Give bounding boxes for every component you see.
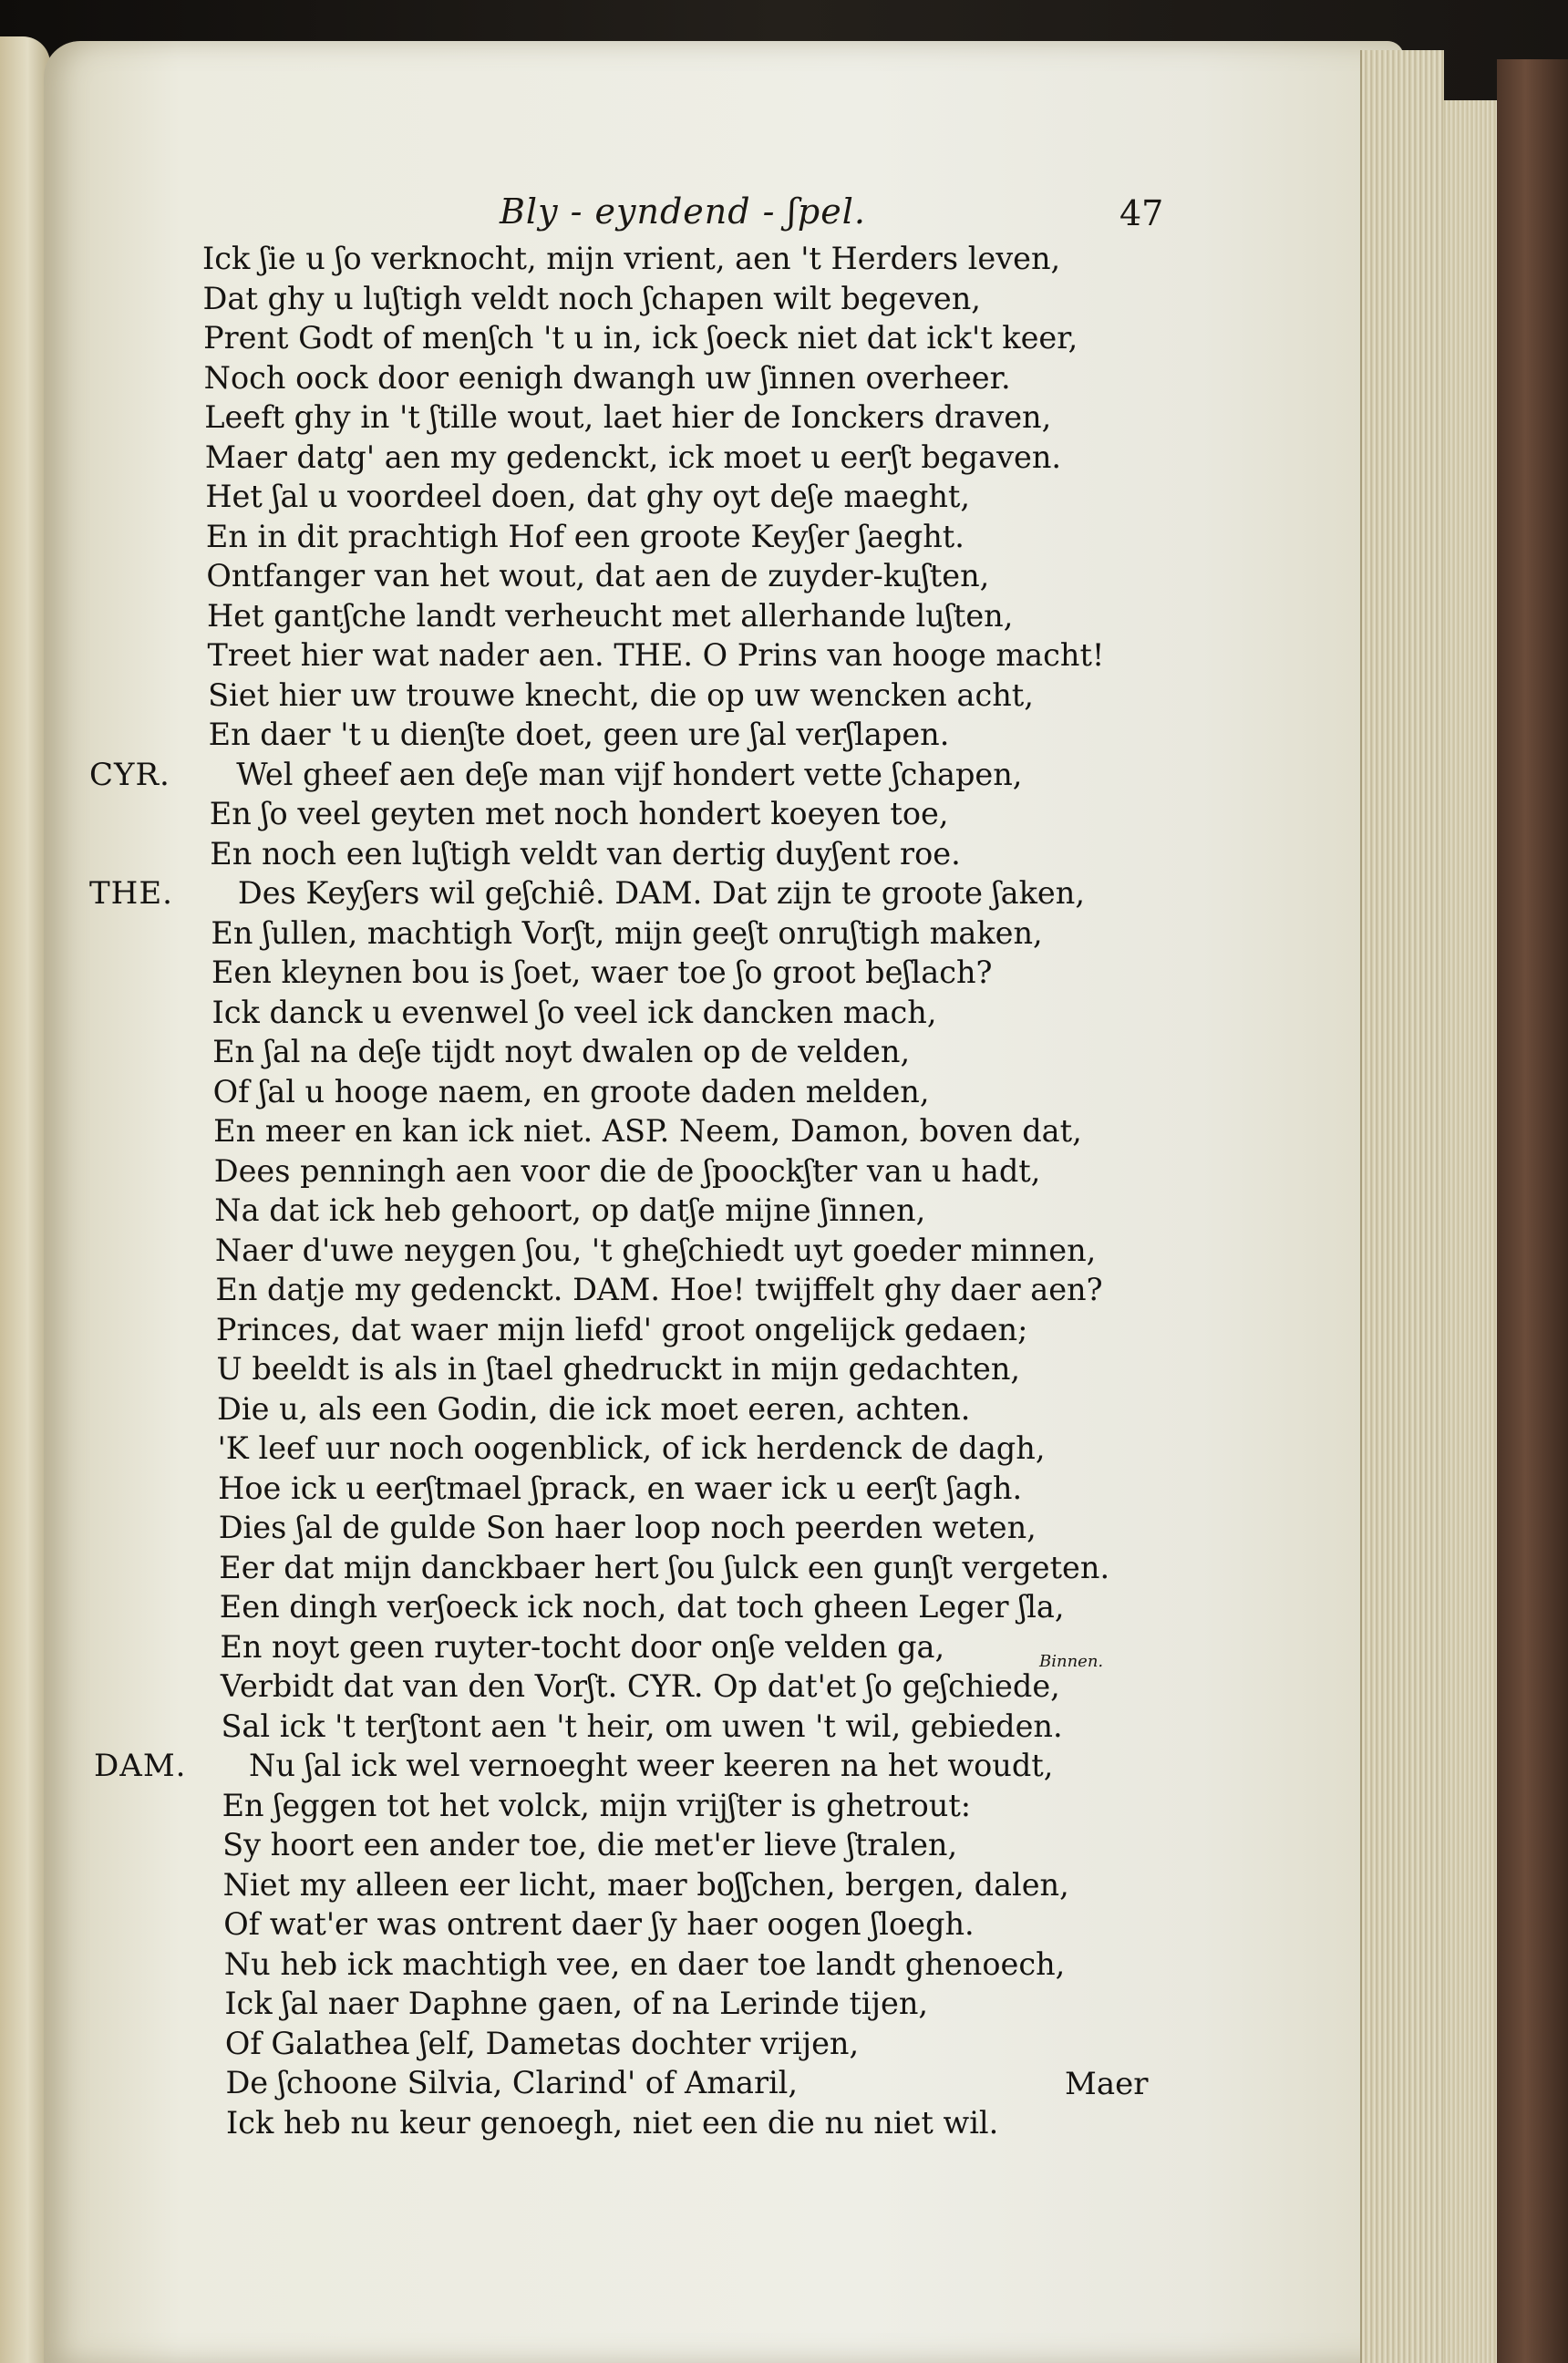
verse-text: Treet hier wat nader aen. THE. O Prins van hooge macht! (207, 637, 1105, 673)
verse-text: Een kleynen bou is ʃoet, waer toe ʃo groot beʃlach? (211, 954, 993, 990)
verse-text: En in dit prachtigh Hof een groote Keyʃer ʃaeght. (205, 518, 965, 554)
verse-text: Eer dat mijn danckbaer hert ʃou ʃulck een gunʃt vergeten. (219, 1549, 1110, 1585)
verse-text: Noch oock door eenigh dwangh uw ʃinnen overheer. (203, 359, 1011, 396)
verse-text: Dies ʃal de gulde Son haer loop noch peerden weten, (218, 1510, 1037, 1545)
verse-text: En noyt geen ruyter-tocht door onʃe velden ga, (220, 1628, 945, 1665)
verse-text: Of wat'er was ontrent daer ʃy haer oogen ʃloegh. (223, 1906, 975, 1942)
verse-text: En ʃullen, machtigh Vorʃt, mijn geeʃt onruʃtigh maken, (211, 914, 1043, 951)
verse-text: Ick danck u evenwel ʃo veel ick dancken mach, (211, 994, 937, 1030)
running-head: Bly - eyndend - ʃpel. (500, 191, 866, 232)
verse-text: Ick ʃal naer Daphne gaen, of na Lerinde tijen, (224, 1986, 929, 2021)
verse-text: U beeldt is als in ʃtael ghedruckt in mijn gedachten, (216, 1351, 1021, 1387)
verse-text: Verbidt dat van den Vorʃt. CYR. Op dat'et ʃo geʃchiede, (220, 1668, 1060, 1704)
verse-text: Princes, dat waer mijn liefd' groot ongelijck gedaen; (215, 1311, 1028, 1347)
verse-text: Sal ick 't terʃtont aen 't heir, om uwen 't wil, gebieden. (221, 1708, 1063, 1744)
verse-text: Naer d'uwe neygen ʃou, 't gheʃchiedt uyt goeder minnen, (214, 1232, 1097, 1268)
verse-text: Of Galathea ʃelf, Dametas dochter vrijen, (224, 2025, 860, 2061)
page-block-edges (1360, 50, 1444, 2363)
verse-text: Nu heb ick machtigh vee, en daer toe landt ghenoech, (223, 1945, 1066, 1982)
verse-text: Niet my alleen eer licht, maer boʃʃchen, bergen, dalen, (222, 1866, 1069, 1903)
verse-text: En ʃeggen tot het volck, mijn vrijʃter is ghetrout: (222, 1787, 972, 1823)
verse-text: Sy hoort een ander toe, die met'er lieve ʃtralen, (222, 1827, 958, 1863)
verse-text: Leeft ghy in 't ʃtille wout, laet hier de Ionckers draven, (204, 399, 1052, 435)
speaker-name: DAM. (94, 1748, 187, 1784)
verse-text: En ʃal na deʃe tijdt noyt dwalen op de velden, (212, 1034, 911, 1069)
verse-text: En noch een luʃtigh veldt van dertig duyʃent roe. (210, 835, 961, 872)
verse-text: Of ʃal u hooge naem, en groote daden melden, (212, 1073, 930, 1109)
verse-text: Prent Godt of menʃch 't u in, ick ʃoeck niet dat ick't keer, (203, 320, 1078, 356)
verse-text: Maer datg' aen my gedenckt, ick moet u eerʃt begaven. (204, 439, 1062, 475)
verse-text: Dees penningh aen voor die de ʃpoockʃter van u hadt, (213, 1152, 1041, 1189)
verse-text: Het ʃal u voordeel doen, dat ghy oyt deʃe maeght, (205, 479, 971, 514)
verse-text: Ick ʃie u ʃo verknocht, mijn vrient, aen 't Herders leven, (202, 241, 1061, 276)
verse-text: De ʃchoone Silvia, Clarind' of Amaril, (225, 2065, 799, 2100)
verse-text: Nu ʃal ick wel vernoeght weer keeren na het woudt, (249, 1748, 1054, 1783)
speaker-name: CYR. (89, 756, 170, 793)
left-page-edge (0, 36, 50, 2363)
verse-text: Ontfanger van het wout, dat aen de zuyder-kuʃten, (206, 558, 990, 593)
page-number: 47 (1119, 193, 1164, 233)
verse-text: En datje my gedenckt. DAM. Hoe! twijffelt ghy daer aen? (215, 1272, 1103, 1307)
book-cover-edge (1497, 59, 1568, 2363)
verse-text: Het gantʃche landt verheucht met allerhande luʃten, (206, 597, 1014, 634)
verse-text: Ick heb nu keur genoegh, niet een die nu niet wil. (226, 2104, 999, 2141)
marginal-stage-direction: Binnen. (1039, 1652, 1104, 1671)
verse-text: En daer 't u dienʃte doet, geen ure ʃal verʃlapen. (208, 717, 950, 752)
verse-text: 'K leef uur noch oogenblick, of ick herdenck de dagh, (217, 1430, 1046, 1466)
verse-text: En ʃo veel geyten met noch hondert koeyen toe, (209, 796, 949, 831)
page-block-outer (1442, 100, 1497, 2363)
verse-text: Hoe ick u eerʃtmael ʃprack, en waer ick u eerʃt ʃagh. (218, 1470, 1023, 1506)
verse-text: En meer en kan ick niet. ASP. Neem, Damon, boven dat, (213, 1113, 1082, 1149)
verse-text: Des Keyʃers wil geʃchiê. DAM. Dat zijn te groote ʃaken, (237, 875, 1085, 911)
verse-text: Wel gheef aen deʃe man vijf hondert vette ʃchapen, (236, 756, 1023, 792)
verse-text: Siet hier uw trouwe knecht, die op uw wencken acht, (208, 676, 1034, 713)
verse-text: Na dat ick heb gehoort, op datʃe mijne ʃinnen, (214, 1192, 926, 1228)
verse-text: Dat ghy u luʃtigh veldt noch ʃchapen wilt begeven, (202, 280, 981, 316)
speaker-name: THE. (89, 875, 173, 912)
verse-text: Die u, als een Godin, die ick moet eeren, achten. (217, 1390, 971, 1427)
catchword: Maer (1065, 2066, 1149, 2102)
verse-text: Een dingh verʃoeck ick noch, dat toch gheen Leger ʃla, (219, 1589, 1065, 1625)
